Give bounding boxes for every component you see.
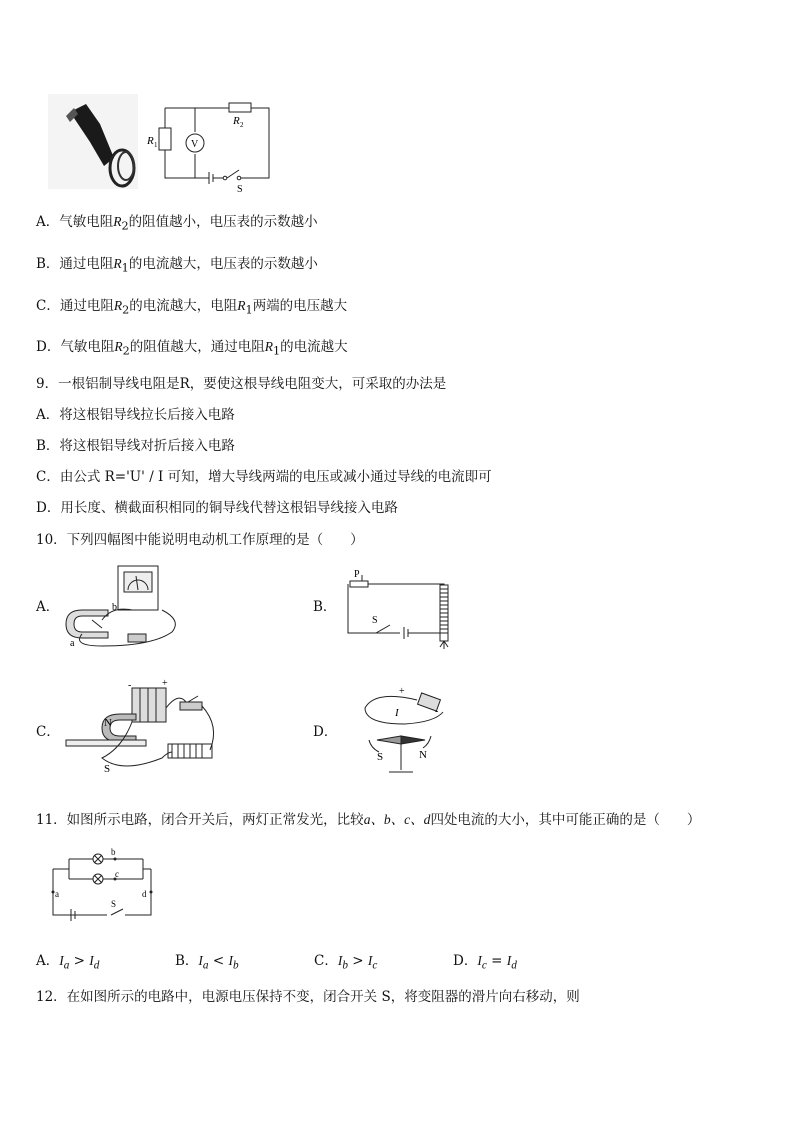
q8-d-sub2: 1	[273, 344, 281, 358]
fig-b-label-s: S	[372, 615, 378, 626]
q11-stem-text1: 11．如图所示电路，闭合开关后，两灯正常发光，比较	[36, 812, 364, 828]
q11-a-i2: I	[89, 953, 94, 968]
fig-c-label-s: S	[104, 763, 111, 775]
q11-option-a[interactable]	[36, 952, 99, 975]
q8-option-c[interactable]	[36, 297, 347, 320]
q11-option-b[interactable]	[175, 952, 239, 975]
q8-b-text1: B．通过电阻	[36, 256, 114, 272]
switch-label: S	[237, 184, 243, 195]
q10-option-b-label[interactable]: B．	[313, 599, 337, 615]
q10-figure-c-motor-setup	[62, 678, 222, 778]
q11-d-op: =	[486, 953, 507, 969]
fig-c-label-minus: -	[128, 680, 132, 691]
q8-b-sub: 1	[121, 261, 129, 275]
q9-option-b[interactable]: B．将这根铝导线对折后接入电路	[36, 438, 235, 454]
voltmeter-label: V	[191, 139, 199, 150]
q9-option-c[interactable]: C．由公式 R='U' / I 可知，增大导线两端的电压或减小通过导线的电流即可	[36, 469, 492, 485]
q11-b-i2: I	[228, 953, 233, 968]
q11-b-op: <	[208, 953, 229, 969]
q10-figure-d-oersted	[355, 684, 455, 784]
r2-label: R	[233, 115, 240, 127]
q11-d-i2: I	[506, 953, 512, 968]
q11-a-s2: d	[93, 959, 100, 972]
q11-c-i2: I	[367, 953, 373, 968]
fig-d-label-n: N	[419, 749, 427, 761]
q11-d-label: D．	[453, 953, 478, 969]
q8-c-text1: C．通过电阻	[36, 298, 114, 314]
q8-a-symbol: R	[113, 214, 122, 229]
q11-a-op: >	[69, 953, 90, 969]
q8-a-text2: 的阻值越小，电压表的示数越小	[128, 214, 318, 230]
r1-sub: 1	[154, 141, 158, 149]
q11-a-s1: a	[63, 959, 70, 972]
q11-c-s1: b	[342, 959, 348, 972]
q8-c-sub2: 1	[245, 303, 253, 317]
sensor-circuit-diagram	[145, 100, 275, 195]
q11-c-label: C．	[314, 953, 338, 969]
q8-d-text3: 的电流越大	[280, 339, 348, 355]
q11-d-i1: I	[477, 953, 482, 968]
q11-parallel-circuit-diagram	[45, 845, 160, 925]
fig-c-label-n: N	[104, 717, 112, 729]
q8-c-text3: 两端的电压越大	[252, 298, 348, 314]
q11-b-label: B．	[175, 953, 199, 969]
q11-fig-label-a: a	[55, 889, 59, 899]
fig-d-label-i: I	[395, 707, 399, 719]
q11-fig-label-s: S	[111, 899, 117, 909]
q8-c-symbol2: R	[237, 298, 246, 313]
breathalyzer-photo	[48, 94, 138, 189]
q11-stem	[36, 811, 700, 829]
q10-figure-b-electromagnet	[340, 565, 460, 650]
q11-fig-label-c: c	[115, 869, 119, 879]
q9-stem: 9．一根铝制导线电阻是R，要使这根导线电阻变大，可采取的办法是	[36, 376, 447, 392]
q11-option-c[interactable]	[314, 952, 377, 975]
q10-option-a-label[interactable]: A．	[36, 599, 60, 615]
q8-d-text2: 的阻值越大，通过电阻	[129, 339, 265, 355]
r1-label: R	[147, 135, 154, 147]
q11-c-op: >	[347, 953, 368, 969]
q10-stem: 10．下列四幅图中能说明电动机工作原理的是（ ）	[36, 532, 364, 548]
q10-figure-a-galvanometer	[62, 562, 182, 652]
q8-d-sub: 2	[122, 344, 130, 358]
q8-d-symbol2: R	[264, 339, 273, 354]
q10-option-c-label[interactable]: C．	[36, 724, 60, 740]
q8-c-sub: 2	[122, 303, 130, 317]
q8-a-text1: A．气敏电阻	[36, 214, 114, 230]
q11-b-i1: I	[198, 953, 203, 968]
q8-c-symbol: R	[113, 298, 123, 313]
fig-a-label-b: b	[112, 602, 117, 613]
q9-option-d[interactable]: D．用长度、横截面积相同的铜导线代替这根铝导线接入电路	[36, 500, 398, 516]
q11-fig-label-b: b	[111, 847, 116, 857]
q10-option-d-label[interactable]: D．	[313, 724, 338, 740]
q8-option-b[interactable]	[36, 255, 318, 278]
q11-b-s2: b	[232, 959, 239, 972]
q8-d-text1: D．气敏电阻	[36, 339, 115, 355]
q8-d-symbol: R	[114, 339, 123, 354]
q8-b-text2: 的电流越大，电压表的示数越小	[128, 256, 318, 272]
fig-b-label-p: P	[354, 569, 360, 580]
q11-d-s2: d	[511, 959, 517, 972]
q9-option-a[interactable]: A．将这根铝导线拉长后接入电路	[36, 407, 235, 423]
q11-c-i1: I	[337, 953, 343, 968]
q8-option-a[interactable]	[36, 213, 318, 236]
q11-b-s1: a	[202, 959, 209, 972]
fig-d-label-s: S	[377, 751, 384, 763]
q8-a-sub: 2	[121, 219, 129, 233]
q11-fig-label-d: d	[142, 889, 147, 899]
fig-a-label-a: a	[70, 638, 75, 649]
q8-option-d[interactable]	[36, 338, 348, 361]
fig-c-label-plus: +	[162, 678, 168, 689]
fig-d-label-minus: -	[435, 706, 439, 717]
q8-b-symbol: R	[113, 256, 122, 271]
q12-stem: 12．在如图所示的电路中，电源电压保持不变，闭合开关 S，将变阻器的滑片向右移动，则	[36, 989, 580, 1005]
q11-variables: a、b、c、d	[363, 812, 431, 827]
q11-a-i1: I	[59, 953, 64, 968]
q11-a-label: A．	[36, 953, 60, 969]
fig-d-label-plus: +	[399, 686, 405, 697]
q11-option-d[interactable]	[453, 952, 517, 975]
r2-sub: 2	[240, 121, 244, 129]
q11-c-s2: c	[372, 959, 378, 972]
q11-d-s1: c	[481, 959, 487, 972]
q11-stem-text2: 四处电流的大小，其中可能正确的是（ ）	[430, 812, 701, 828]
q8-c-text2: 的电流越大，电阻	[129, 298, 238, 314]
